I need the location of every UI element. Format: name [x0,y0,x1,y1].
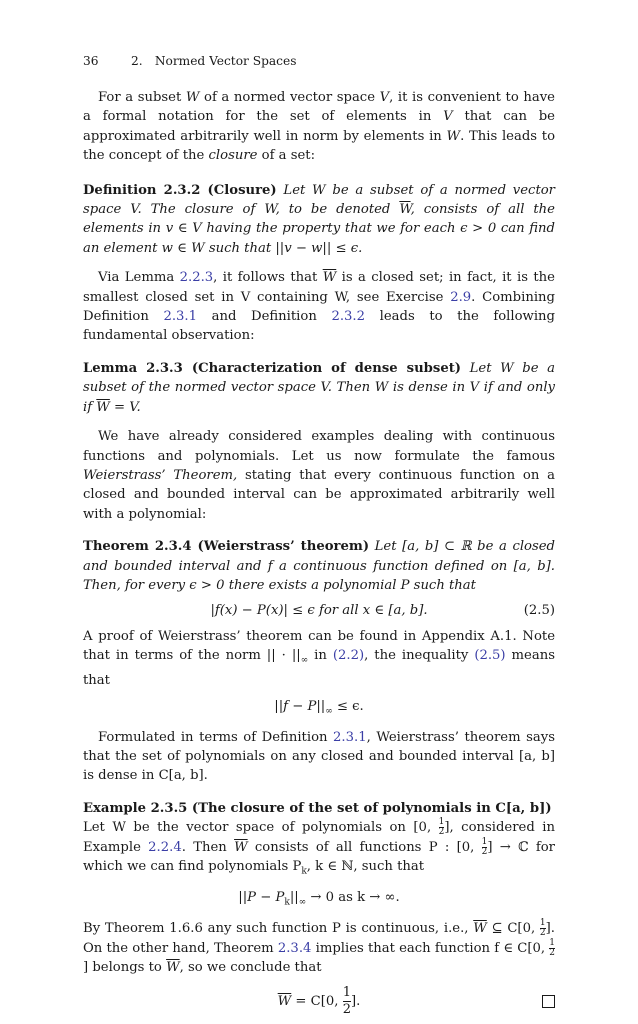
equation-sup-norm: $||f - P||_\infty \le \epsilon$. [274,698,364,717]
paragraph-intro: For a subset W of a normed vector space V, it is convenient to have a formal notation for the set of elements in V that can be approximated arbitrarily well in norm by elements in W. This leads to the concept of the closure of a set: [83,90,556,164]
ref-lemma-2-2-3[interactable]: 2.2.3 [179,270,214,286]
page-body [83,88,555,1024]
paragraph-weierstrass-intro: We have already considered examples dealing with continuous functions and polynomials. Let us now formulate the famous Weierstrass’ Theorem, stating that every continuous function on a closed and bounded interval can be approximated arbitrarily well with a polynomial: [83,429,555,522]
fraction-half: $\frac{1}{2}$ [438,817,445,838]
qed-square-icon [542,995,555,1008]
equation-final: $\overline{W} = C[0$, $\frac{1}{2}$ ]. [83,985,555,1018]
ref-definition-2-3-2[interactable]: 2.3.2 [331,309,366,325]
theorem-weierstrass: Theorem 2.3.4 (Weierstrass’ theorem) Let [a, b] ⊂ ℝ be a closed and bounded interval and f a continuous function defined on [a, b]. Then, for every ϵ > 0 there exists a polynomial P such that [83,539,556,593]
equation-number: (2.5) [523,603,555,619]
paragraph-density: Formulated in terms of Definition 2.3.1, Weierstrass’ theorem says that the set of polynomials on any closed and bounded interval [a, b] is dense in C[a, b]. [83,729,555,784]
example-conclusion: By Theorem 1.6.6 any such function P is continuous, i.e., $\overline{W}$ ⊆ C[0, $\frac{1}{2}$ ]. On the other hand, Theorem 2.3.4 implies that each function f ∈ C[0, $\frac{1}{2}$ ] belongs to $\overline{W}$, so we conclude that [83,918,556,975]
ref-definition-2-3-1[interactable]: 2.3.1 [163,309,197,325]
ref-definition-2-3-1-b[interactable]: 2.3.1 [333,729,367,745]
ref-theorem-2-3-4[interactable]: 2.3.4 [277,940,312,956]
lemma-title: Lemma 2.3.3 (Characterization of dense subset) [83,360,462,376]
definition-closure: Definition 2.3.2 (Closure) Let W be a subset of a normed vector space V. The closure of W, to be denoted $\overline{W}$, consists of all the elements in v ∈ V having the property that we for each ϵ > 0 can find an element w ∈ W such that ||v − w|| ≤ ϵ. [83,182,555,256]
ref-exercise-2-9[interactable]: 2.9 [450,289,472,305]
paragraph-proof-note: A proof of Weierstrass’ theorem can be found in Appendix A.1. Note that in terms of the norm || · $||_\infty$ in (2.2), the inequality (2.5) means that [83,628,555,689]
equation-2-5: |f(x) − P(x)| ≤ ϵ for all x ∈ [a, b]. (2.5) [83,601,555,620]
definition-title: Definition 2.3.2 (Closure) [83,182,277,198]
example-body: Let W be the vector space of polynomials on [0, $\frac{1}{2}$ ], considered in Example 2.2.4. Then $\overline{W}$ consists of all functions P : [0, $\frac{1}{2}$ ] → ℂ for which we can find polynomials $P_k$, k ∈ ℕ, such that [83,817,555,877]
fraction-half-large: $\frac{1}{2}$ [342,985,351,1018]
page-number: 36 [83,54,99,68]
lemma-dense-subset: Lemma 2.3.3 (Characterization of dense subset) Let W be a subset of the normed vector space V. Then W is dense in V if and only if $\overline{W} = V$. [83,360,556,415]
equation-poly-convergence: $||P - P_k||_\infty \to 0$ as k → ∞. [238,890,400,908]
paragraph-closed-set: Via Lemma 2.2.3, it follows that $\overline{W}$ is a closed set; in fact, it is the smallest closed set in V containing W, see Exercise 2.9. Combining Definition 2.3.1 and Definition 2.3.2 leads to the following fundamental observation: [83,270,555,344]
example-title: Example 2.3.5 (The closure of the set of polynomials in C[a, b]) [83,800,552,816]
ref-eq-2-2[interactable]: (2.2) [332,648,365,664]
theorem-title: Theorem 2.3.4 (Weierstrass’ theorem) [83,539,370,555]
ref-eq-2-5[interactable]: (2.5) [474,648,506,664]
weierstrass-term: Weierstrass’ Theorem, [83,467,238,483]
closure-term: closure [208,148,258,164]
ref-example-2-2-4[interactable]: 2.2.4 [148,839,182,855]
running-header [83,52,555,71]
chapter-title: 2. Normed Vector Spaces [131,54,297,68]
